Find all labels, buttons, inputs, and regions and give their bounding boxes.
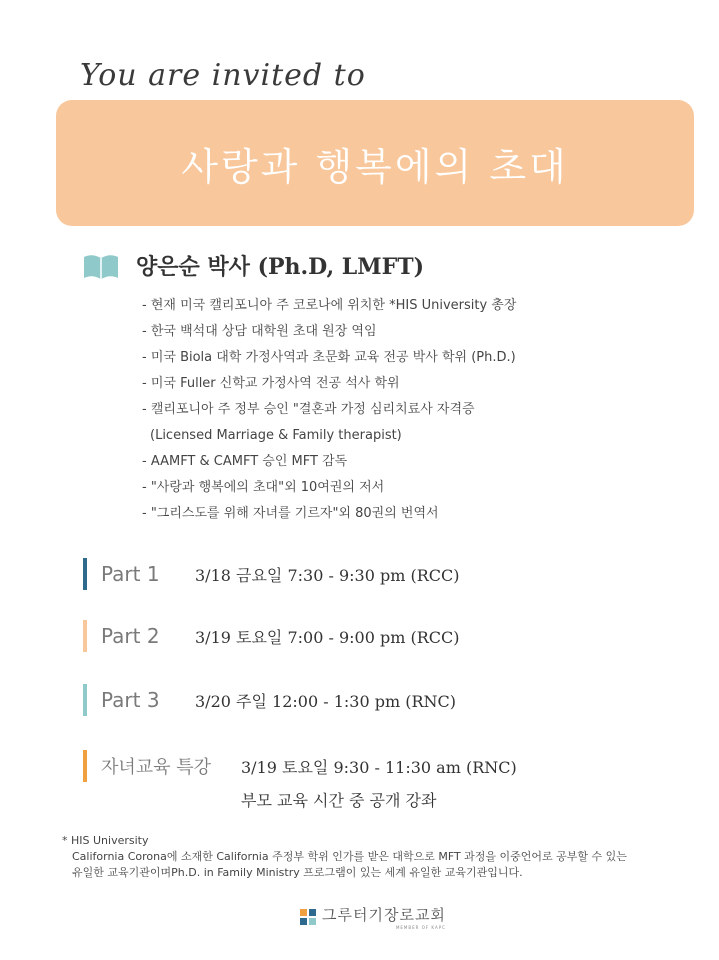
footnote-heading: * HIS University xyxy=(62,834,149,847)
part-2-detail: 3/19 토요일 7:00 - 9:00 pm (RCC) xyxy=(195,627,460,647)
church-name: 그루터기장로교회 xyxy=(322,906,446,924)
part-1-schedule xyxy=(83,558,460,590)
bio-item: (Licensed Marriage & Family therapist) xyxy=(150,428,402,443)
church-logo xyxy=(300,904,446,930)
speaker-bio xyxy=(142,293,702,527)
invitation-script-text: You are invited to xyxy=(80,58,366,93)
special-accent-bar xyxy=(83,750,87,782)
bio-item: - 한국 백석대 상담 대학원 초대 원장 역임 xyxy=(142,324,377,339)
part-1-label: Part 1 xyxy=(101,562,160,586)
part-3-accent-bar xyxy=(83,684,87,716)
special-detail: 3/19 토요일 9:30 - 11:30 am (RNC) xyxy=(241,757,517,777)
bio-item: - "그리스도를 위해 자녀를 기르자"외 80권의 번역서 xyxy=(142,506,439,521)
speaker-heading xyxy=(82,250,424,281)
bio-item: - 현재 미국 캘리포니아 주 코로나에 위치한 *HIS University 총장 xyxy=(142,298,517,313)
part-2-schedule xyxy=(83,620,460,652)
special-label: 자녀교육 특강 xyxy=(101,757,212,778)
part-2-label: Part 2 xyxy=(101,624,160,648)
church-subtitle: MEMBER OF KAPC xyxy=(395,925,446,930)
part-1-detail: 3/18 금요일 7:30 - 9:30 pm (RCC) xyxy=(195,565,460,585)
part-1-accent-bar xyxy=(83,558,87,590)
title-banner xyxy=(56,100,694,226)
part-2-accent-bar xyxy=(83,620,87,652)
footnote-line: California Corona에 소재한 California 주정부 학위 인가를 받은 대학으로 MFT 과정을 이중언어로 공부할 수 있는 xyxy=(72,850,627,863)
bio-item: - 캘리포니아 주 정부 승인 "결혼과 가정 심리치료사 자격증 xyxy=(142,402,475,417)
speaker-name: 양은순 박사 (Ph.D, LMFT) xyxy=(136,254,425,280)
bio-item: - "사랑과 행복에의 초대"외 10여권의 저서 xyxy=(142,480,385,495)
footnote xyxy=(62,833,627,881)
bio-item: - 미국 Fuller 신학교 가정사역 전공 석사 학위 xyxy=(142,376,400,391)
part-3-schedule xyxy=(83,684,456,716)
page-title: 사랑과 행복에의 초대 xyxy=(181,144,569,189)
part-3-label: Part 3 xyxy=(101,688,160,712)
bio-item: - 미국 Biola 대학 가정사역과 초문화 교육 전공 박사 학위 (Ph.D.) xyxy=(142,350,516,365)
bio-item: - AAMFT & CAMFT 승인 MFT 감독 xyxy=(142,454,348,469)
special-lecture xyxy=(83,750,517,811)
part-3-detail: 3/20 주일 12:00 - 1:30 pm (RNC) xyxy=(195,691,456,711)
book-icon xyxy=(82,251,120,281)
footnote-line: 유일한 교육기관이며Ph.D. in Family Ministry 프로그램이 있는 세계 유일한 교육기관입니다. xyxy=(72,866,523,879)
special-subtitle: 부모 교육 시간 중 공개 강좌 xyxy=(241,791,437,810)
logo-mark-icon xyxy=(300,909,316,925)
